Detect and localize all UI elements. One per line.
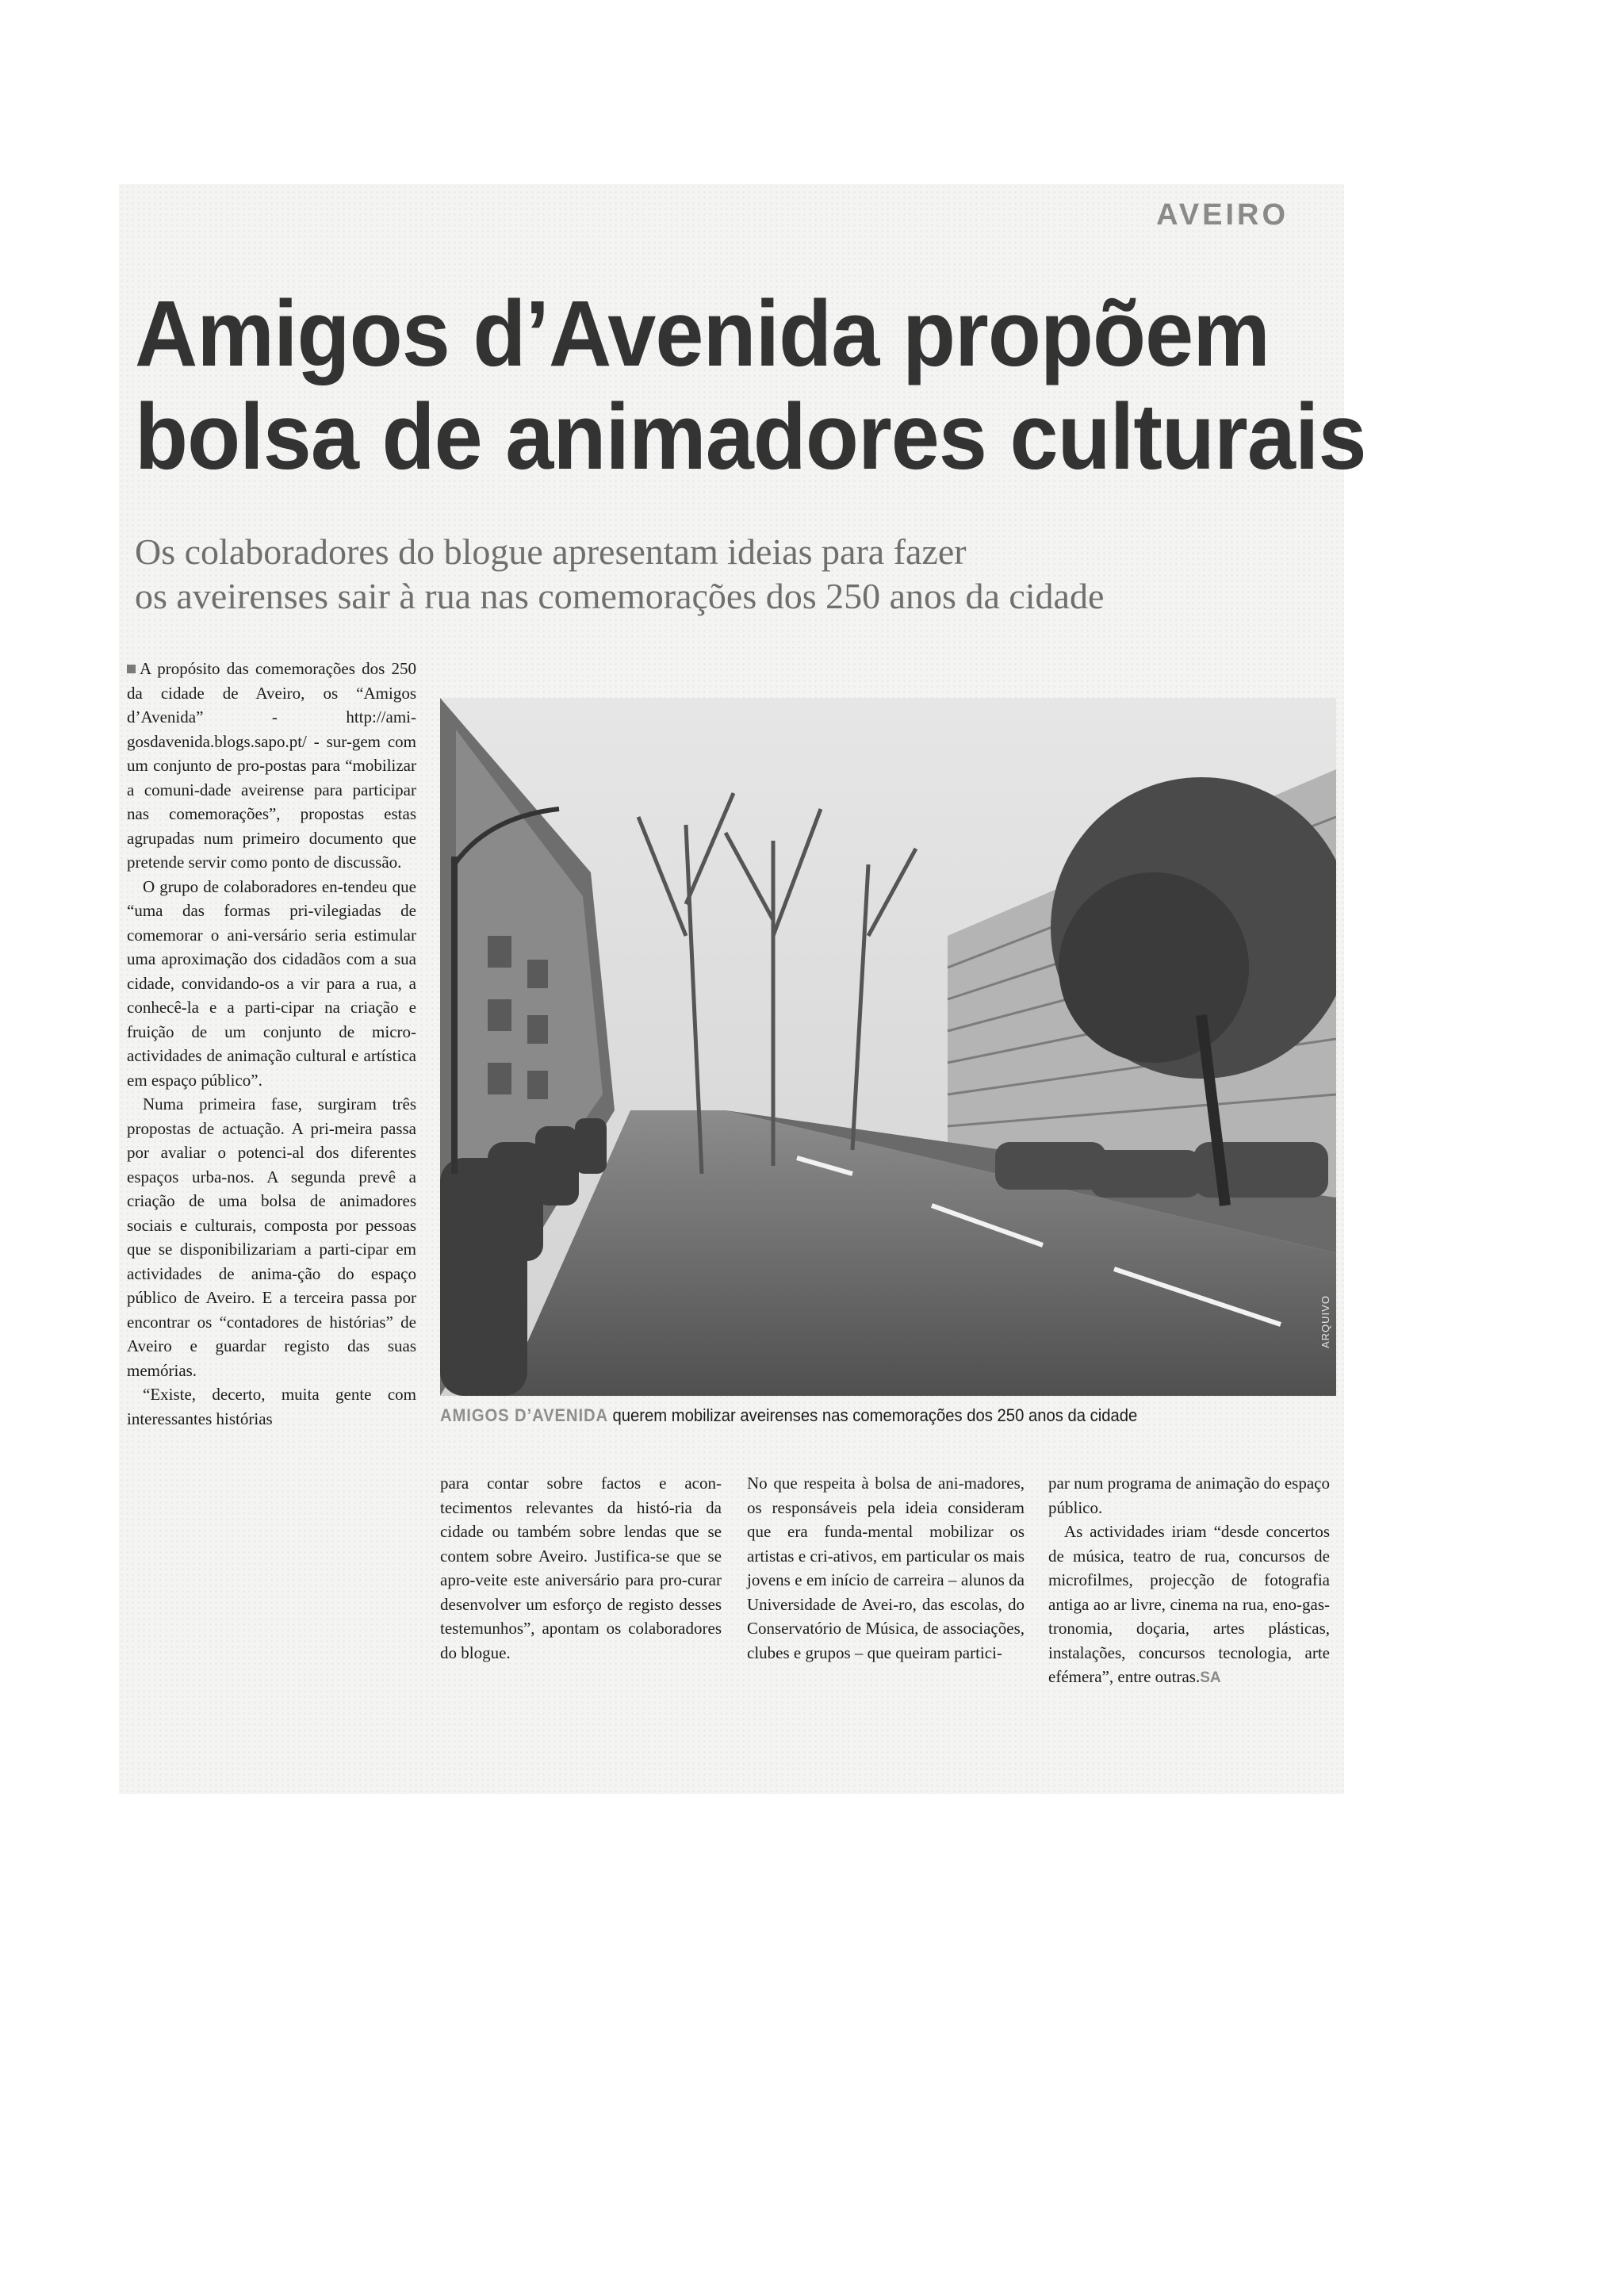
paragraph: para contar sobre factos e acon-tecimentos relevantes da histó-ria da cidade ou também sobre lendas que se contem sobre Aveiro. Justifica-se que se apro-veite este aniversário para pro-curar desenvolver um esforço de registo desses testemunhos”, apontam os colaboradores do blogue. <box>440 1474 722 1662</box>
caption-text: querem mobilizar aveirenses nas comemorações dos 250 anos da cidade <box>612 1405 1138 1425</box>
paragraph: “Existe, decerto, muita gente com interessantes histórias <box>127 1385 416 1428</box>
caption-lead: AMIGOS D’AVENIDA <box>440 1405 609 1425</box>
paragraph: par num programa de animação do espaço público. <box>1048 1474 1330 1517</box>
standfirst <box>135 530 1324 619</box>
standfirst-line: os aveirenses sair à rua nas comemorações dos 250 anos da cidade <box>135 576 1105 616</box>
paragraph-text: A propósito das comemorações dos 250 da cidade de Aveiro, os “Amigos d’Avenida” - http://ami-gosdavenida.blogs.sapo.pt/ - sur-gem com um conjunto de pro-postas para “mobilizar a comuni-dade aveirense para participar nas comemorações”, propostas estas agrupadas num primeiro documento que pretende servir como ponto de discussão. <box>127 659 416 872</box>
headline-line: bolsa de animadores culturais <box>135 385 1366 489</box>
photo-credit: ARQUIVO <box>1320 1295 1331 1348</box>
standfirst-line: Os colaboradores do blogue apresentam ideias para fazer <box>135 531 967 572</box>
paragraph: O grupo de colaboradores en-tendeu que “uma das formas pri-vilegiadas de comemorar o ani-versário seria estimular uma aproximação dos cidadãos com a sua cidade, convidando-os a vir para a rua, a conhecê-la e a parti-cipar na criação e fruição de um conjunto de micro-actividades de animação cultural e artística em espaço público”. <box>127 876 416 1090</box>
article-column-1 <box>127 657 416 1431</box>
paragraph <box>127 657 416 875</box>
photo-caption <box>440 1405 1247 1426</box>
author-signoff: SA <box>1200 1669 1221 1686</box>
article-column-2 <box>440 1471 722 1665</box>
headline <box>135 282 1366 489</box>
paragraph: Numa primeira fase, surgiram três propostas de actuação. A pri-meira passa por avaliar o potenci-al dos diferentes espaços urba-nos. A segunda prevê a criação de uma bolsa de animadores sociais e culturais, composta por pessoas que se disponibilizariam a parti-cipar em actividades de anima-ção do espaço público de Aveiro. E a terceira passa por encontrar os “contadores de histórias” de Aveiro e guardar registo das suas memórias. <box>127 1094 416 1380</box>
paragraph-bullet-icon <box>127 665 136 673</box>
headline-line: Amigos d’Avenida propõem <box>135 282 1270 386</box>
article-photo <box>440 698 1336 1396</box>
street-scene-illustration <box>440 698 1336 1396</box>
article-column-4 <box>1048 1471 1330 1691</box>
article-column-3 <box>747 1471 1025 1665</box>
paragraph-text: As actividades iriam “desde concertos de música, teatro de rua, concursos de microfilmes, projecção de fotografia antiga ao ar livre, cinema na rua, eno-gas-tronomia, doçaria, artes plásticas, instalações, concursos tecnologia, arte efémera”, entre outras. <box>1048 1522 1330 1686</box>
section-label: AVEIRO <box>1156 198 1289 232</box>
paragraph <box>1048 1520 1330 1691</box>
paragraph: No que respeita à bolsa de ani-madores, os responsáveis pela ideia consideram que era funda-mental mobilizar os artistas e cri-ativos, em particular os mais jovens e em início de carreira – alunos da Universidade de Avei-ro, das escolas, do Conservatório de Música, de associações, clubes e grupos – que queiram partici- <box>747 1474 1025 1662</box>
